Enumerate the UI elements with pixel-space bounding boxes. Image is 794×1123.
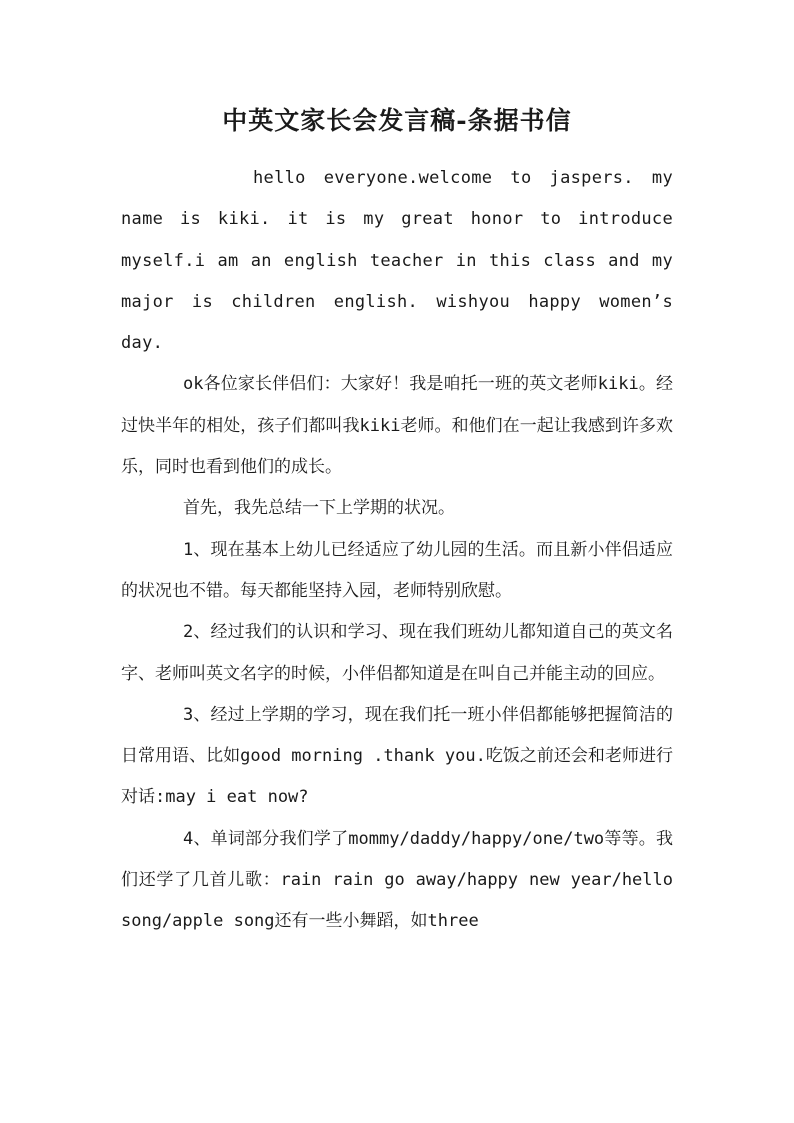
document-body: [121, 158, 673, 943]
paragraph-english-intro: hello everyone.welcome to jaspers. my name is kiki. it is my great honor to introduce myself.i am an english teacher in this class and my major is children english. wishyou happy women’s day.: [121, 168, 673, 354]
document-title: 中英文家长会发言稿-条据书信: [222, 106, 572, 135]
paragraph-point-4: 4、单词部分我们学了mommy/daddy/happy/one/two等等。我们还学了几首儿歌：rain rain go away/happy new year/hello song/apple song还有一些小舞蹈，如three: [121, 828, 673, 932]
paragraph-point-1: 1、现在基本上幼儿已经适应了幼儿园的生活。而且新小伴侣适应的状况也不错。每天都能坚持入园，老师特别欣慰。: [121, 539, 673, 601]
paragraph-greeting: ok各位家长伴侣们：大家好！我是咱托一班的英文老师kiki。经过快半年的相处，孩子们都叫我kiki老师。和他们在一起让我感到许多欢乐，同时也看到他们的成长。: [121, 374, 673, 478]
paragraph-summary-intro: 首先，我先总结一下上学期的状况。: [183, 498, 455, 519]
paragraph-point-2: 2、经过我们的认识和学习、现在我们班幼儿都知道自己的英文名字、老师叫英文名字的时候，小伴侣都知道是在叫自己并能主动的回应。: [121, 622, 673, 684]
paragraph-point-3: 3、经过上学期的学习，现在我们托一班小伴侣都能够把握简洁的日常用语、比如good morning .thank you.吃饭之前还会和老师进行对话:may i eat now?: [121, 704, 673, 808]
